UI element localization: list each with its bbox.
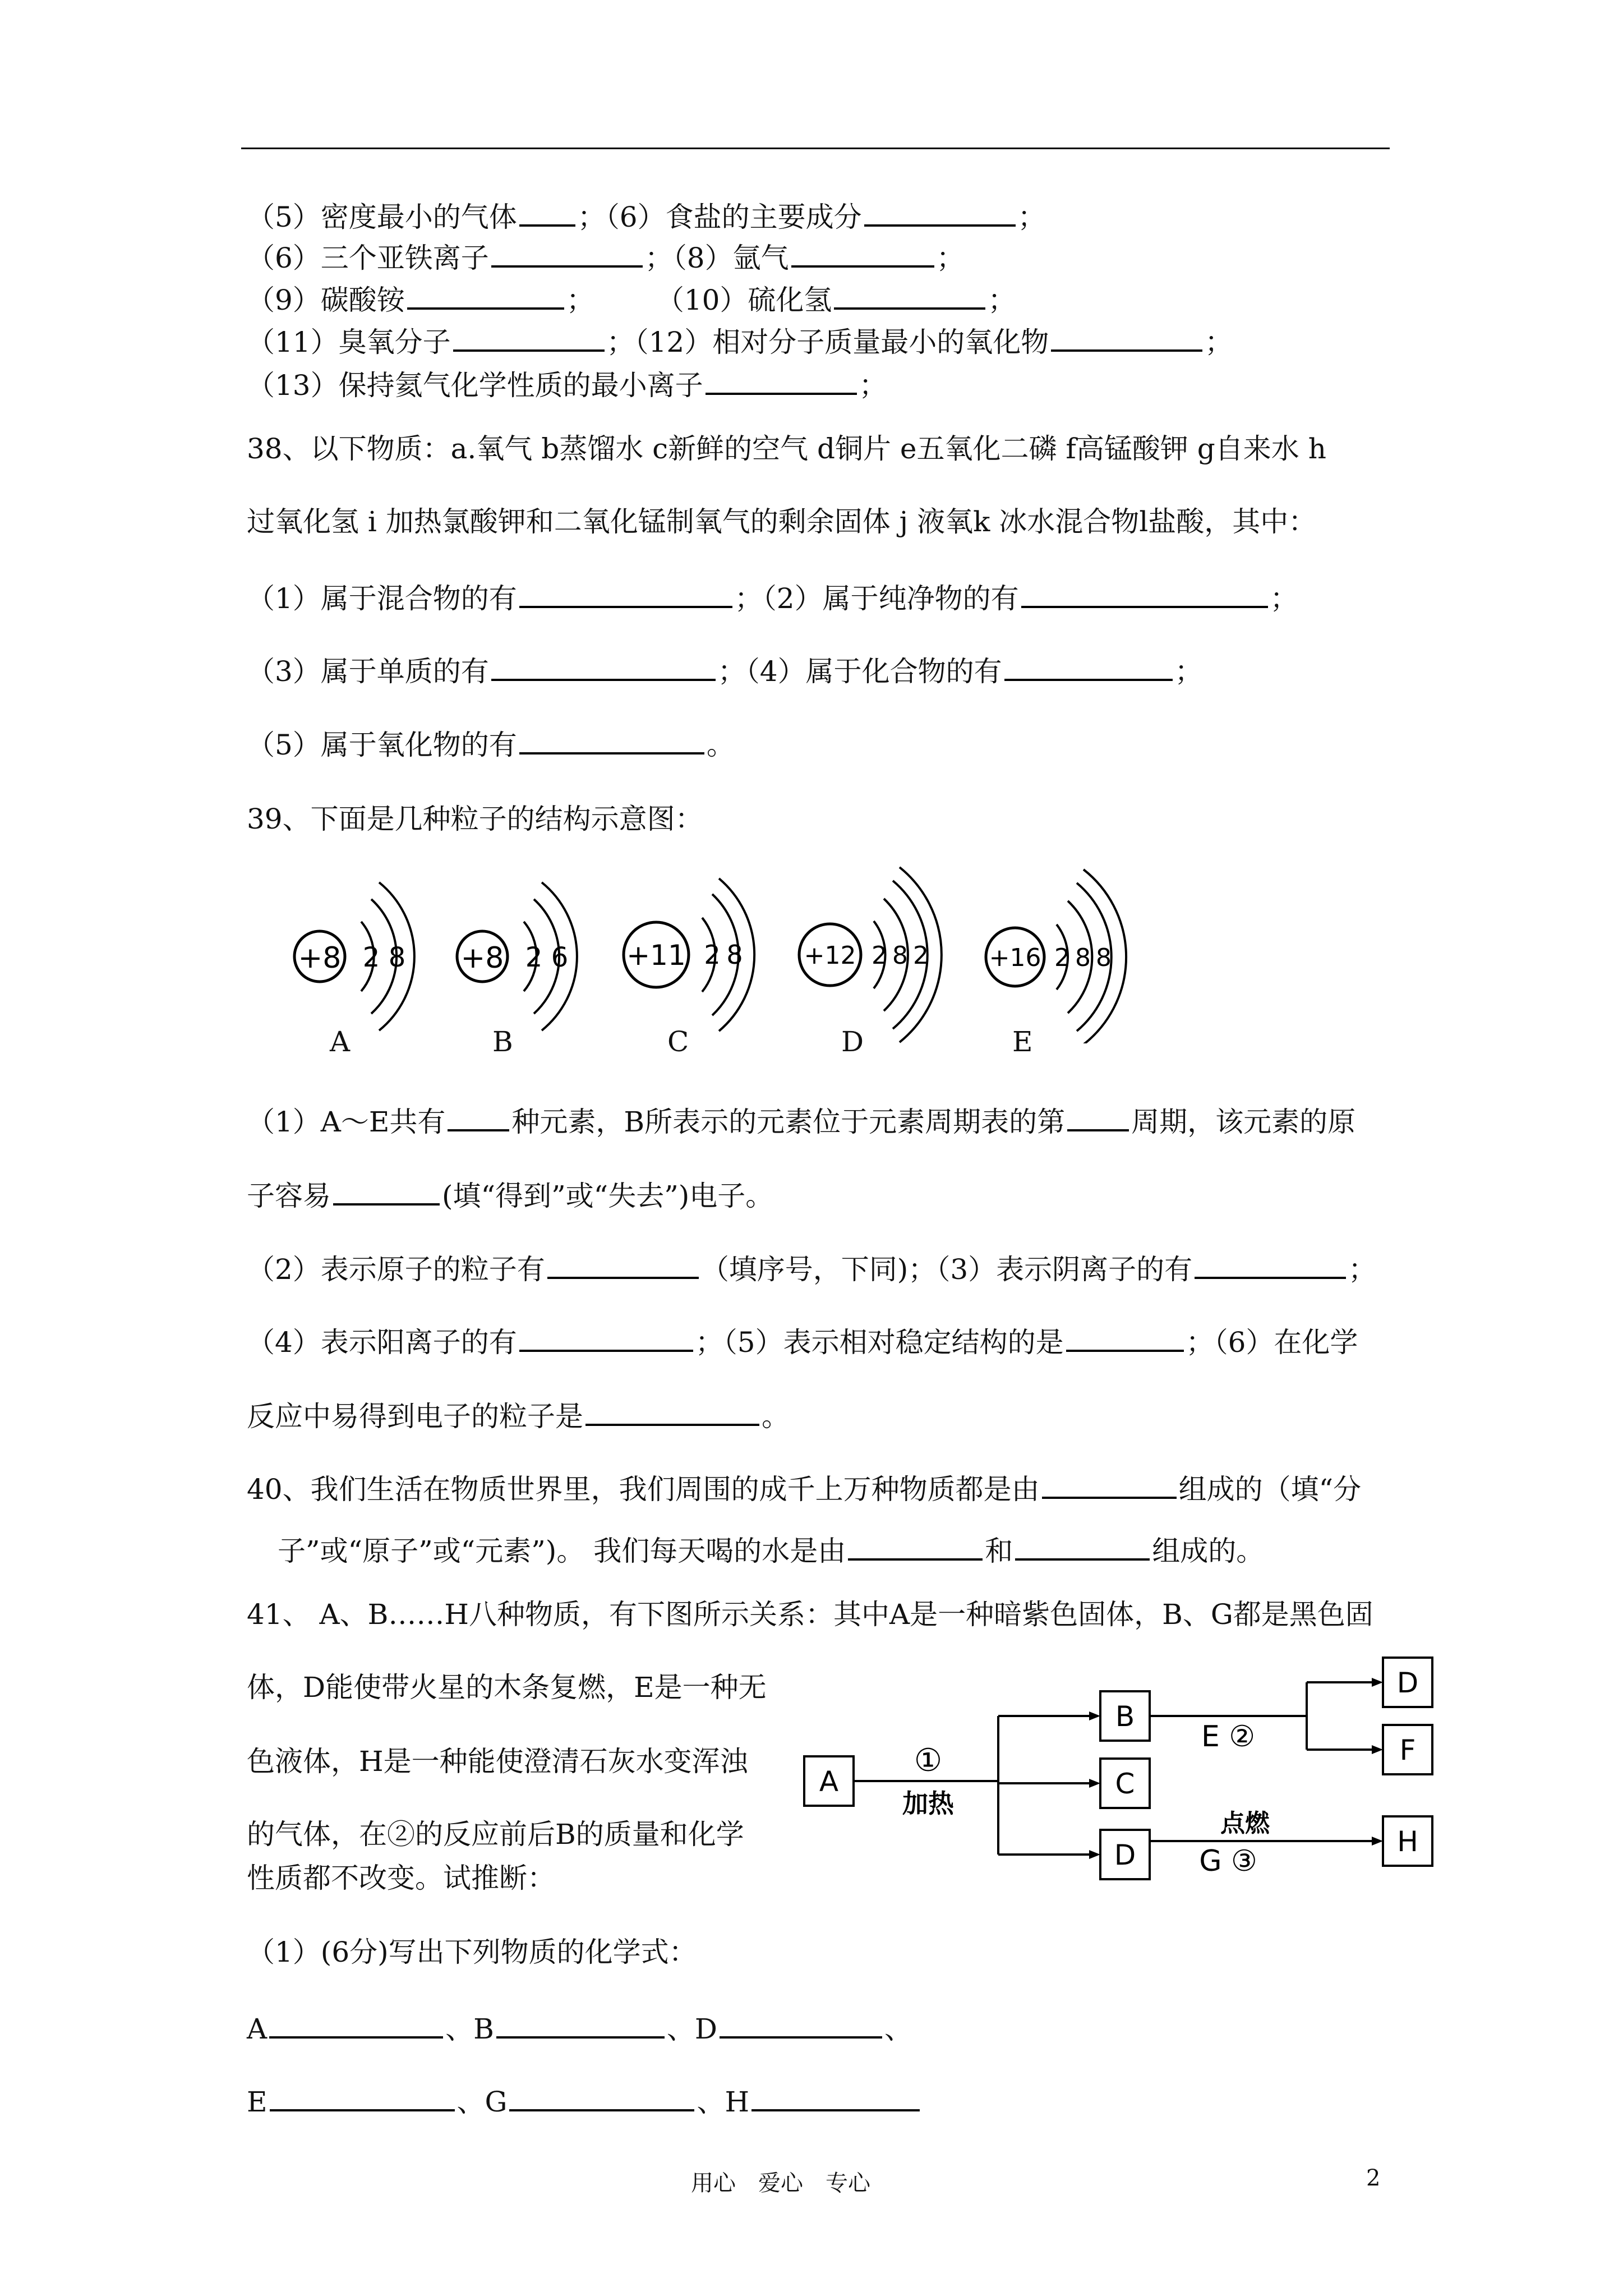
answer-blank[interactable] xyxy=(585,1397,759,1426)
svg-text:8: 8 xyxy=(388,942,406,973)
q41-part-1: （1）(6分)写出下列物质的化学式： xyxy=(247,1936,697,1968)
q39-part-6: 反应中易得到电子的粒子是 。 xyxy=(247,1397,790,1433)
answer-blank[interactable] xyxy=(453,323,605,352)
svg-text:8: 8 xyxy=(892,941,908,970)
svg-text:8: 8 xyxy=(1075,944,1091,972)
answer-blank[interactable] xyxy=(1051,323,1202,352)
q41-line-1: 41、 A、B……H八种物质，有下图所示关系：其中A是一种暗紫色固体，B、G都是黑色固 xyxy=(247,1598,1373,1631)
answer-blank[interactable] xyxy=(270,2082,455,2111)
svg-text:8: 8 xyxy=(1096,944,1112,972)
atom-label-c: C xyxy=(667,1025,689,1058)
answer-blank[interactable] xyxy=(519,725,704,754)
reaction-flow-diagram xyxy=(802,1646,1453,1882)
q41-formula-line-2: E 、G 、H xyxy=(247,2082,922,2119)
atom-diagram-c xyxy=(624,878,754,1031)
q38-part-1: （1）属于混合物的有 ；（2）属于纯净物的有 ； xyxy=(247,579,1298,615)
svg-text:2: 2 xyxy=(913,941,929,970)
q39-intro: 39、下面是几种粒子的结构示意图： xyxy=(247,803,703,835)
svg-text:2: 2 xyxy=(525,942,543,973)
q38-intro-1: 38、以下物质：a.氧气 b蒸馏水 c新鲜的空气 d铜片 e五氧化二磷 f高锰酸钾 g自来水 h xyxy=(247,432,1326,465)
svg-text:H: H xyxy=(1397,1825,1418,1858)
svg-text:+11: +11 xyxy=(626,939,686,972)
q38-part-3: （3）属于单质的有 ；（4）属于化合物的有 ； xyxy=(247,652,1203,688)
answer-blank[interactable] xyxy=(706,366,857,395)
q41-formula-line-1: A 、B 、D 、 xyxy=(247,2009,912,2046)
answer-blank[interactable] xyxy=(834,280,985,310)
atom-label-b: B xyxy=(492,1025,513,1058)
svg-text:D: D xyxy=(1114,1839,1136,1871)
answer-blank[interactable] xyxy=(491,238,643,268)
header-rule xyxy=(241,148,1390,149)
q38-intro-2: 过氧化氢 i 加热氯酸钾和二氧化锰制氧气的剩余固体 j 液氧k 冰水混合物l盐酸，其中： xyxy=(247,505,1317,538)
answer-blank[interactable] xyxy=(333,1176,440,1205)
atom-structure-diagrams xyxy=(280,853,1189,1043)
answer-blank[interactable] xyxy=(519,1323,693,1352)
q41-line-5: 性质都不改变。试推断： xyxy=(247,1862,555,1894)
footer-slogan: 用心 爱心 专心 xyxy=(691,2170,870,2196)
q41-line-4: 的气体，在②的反应前后B的质量和化学 xyxy=(247,1818,744,1851)
answer-blank[interactable] xyxy=(269,2009,443,2039)
answer-blank[interactable] xyxy=(547,1250,699,1279)
svg-text:B: B xyxy=(1115,1700,1135,1733)
answer-blank[interactable] xyxy=(407,280,564,310)
svg-text:+12: +12 xyxy=(804,941,856,970)
answer-blank[interactable] xyxy=(864,197,1016,227)
answer-blank[interactable] xyxy=(751,2082,920,2111)
atom-diagram-a xyxy=(294,882,414,1030)
q39-part-1-cont: 子容易 (填“得到”或“失去”)电子。 xyxy=(247,1176,773,1213)
q39-part-2: （2）表示原子的粒子有 （填序号，下同)；（3）表示阴离子的有 ； xyxy=(247,1250,1376,1286)
answer-blank[interactable] xyxy=(509,2082,694,2111)
q37-line-2: （6）三个亚铁离子 ；（8）氩气 ； xyxy=(247,238,965,275)
svg-text:2: 2 xyxy=(704,940,721,970)
q39-part-1: （1）A～E共有 种元素，B所表示的元素位于元素周期表的第 周期，该元素的原 xyxy=(247,1102,1355,1139)
q37-line-1: （5）密度最小的气体 ；（6）食盐的主要成分 ； xyxy=(247,197,1046,234)
answer-blank[interactable] xyxy=(496,2009,665,2039)
svg-text:+8: +8 xyxy=(298,941,342,975)
svg-text:①: ① xyxy=(914,1742,943,1779)
q41-line-2: 体，D能使带火星的木条复燃，E是一种无 xyxy=(247,1671,767,1704)
answer-blank[interactable] xyxy=(1015,1531,1150,1561)
q37-line-4: （11）臭氧分子 ；（12）相对分子质量最小的氧化物 ； xyxy=(247,323,1233,359)
atom-label-d: D xyxy=(841,1025,864,1058)
answer-blank[interactable] xyxy=(848,1531,983,1561)
svg-text:8: 8 xyxy=(726,940,743,970)
atom-diagram-d xyxy=(799,867,942,1042)
svg-text:点燃: 点燃 xyxy=(1220,1809,1270,1838)
q41-line-3: 色液体，H是一种能使澄清石灰水变浑浊 xyxy=(247,1745,748,1778)
atom-label-a: A xyxy=(330,1025,351,1058)
svg-text:6: 6 xyxy=(551,942,569,973)
q39-part-4: （4）表示阳离子的有 ；（5）表示相对稳定结构的是 ；（6）在化学 xyxy=(247,1323,1358,1359)
answer-blank[interactable] xyxy=(519,579,732,608)
page-number: 2 xyxy=(1366,2165,1381,2191)
answer-blank[interactable] xyxy=(791,238,934,268)
atom-diagram-e xyxy=(986,869,1126,1043)
svg-text:G ③: G ③ xyxy=(1199,1844,1257,1878)
answer-blank[interactable] xyxy=(1004,652,1173,681)
answer-blank[interactable] xyxy=(1067,1102,1129,1131)
svg-text:A: A xyxy=(819,1765,839,1798)
answer-blank[interactable] xyxy=(1021,579,1268,608)
answer-blank[interactable] xyxy=(519,197,575,227)
q40-line-1: 40、我们生活在物质世界里，我们周围的成千上万种物质都是由 组成的（填“分 xyxy=(247,1470,1361,1506)
answer-blank[interactable] xyxy=(1195,1250,1346,1279)
answer-blank[interactable] xyxy=(1042,1470,1177,1499)
svg-text:加热: 加热 xyxy=(902,1788,954,1819)
q40-line-2: 子”或“原子”或“元素”)。 我们每天喝的水是由 和 组成的。 xyxy=(278,1531,1264,1568)
answer-blank[interactable] xyxy=(448,1102,509,1131)
svg-text:E ②: E ② xyxy=(1201,1720,1256,1754)
svg-text:D: D xyxy=(1396,1667,1419,1699)
answer-blank[interactable] xyxy=(720,2009,882,2039)
svg-text:2: 2 xyxy=(362,942,380,973)
answer-blank[interactable] xyxy=(1066,1323,1184,1352)
svg-text:2: 2 xyxy=(872,941,887,970)
atom-diagram-b xyxy=(457,882,577,1030)
answer-blank[interactable] xyxy=(491,652,716,681)
svg-text:F: F xyxy=(1399,1734,1416,1766)
q37-line-5: （13）保持氦气化学性质的最小离子 ； xyxy=(247,366,887,402)
q37-line-3: （9）碳酸铵 ； （10）硫化氢 ； xyxy=(247,280,1016,317)
atom-label-e: E xyxy=(1012,1025,1033,1058)
svg-text:2: 2 xyxy=(1054,944,1070,972)
svg-text:C: C xyxy=(1115,1768,1135,1800)
svg-text:+16: +16 xyxy=(989,944,1041,972)
q38-part-5: （5）属于氧化物的有 。 xyxy=(247,725,735,762)
svg-text:+8: +8 xyxy=(460,941,504,975)
